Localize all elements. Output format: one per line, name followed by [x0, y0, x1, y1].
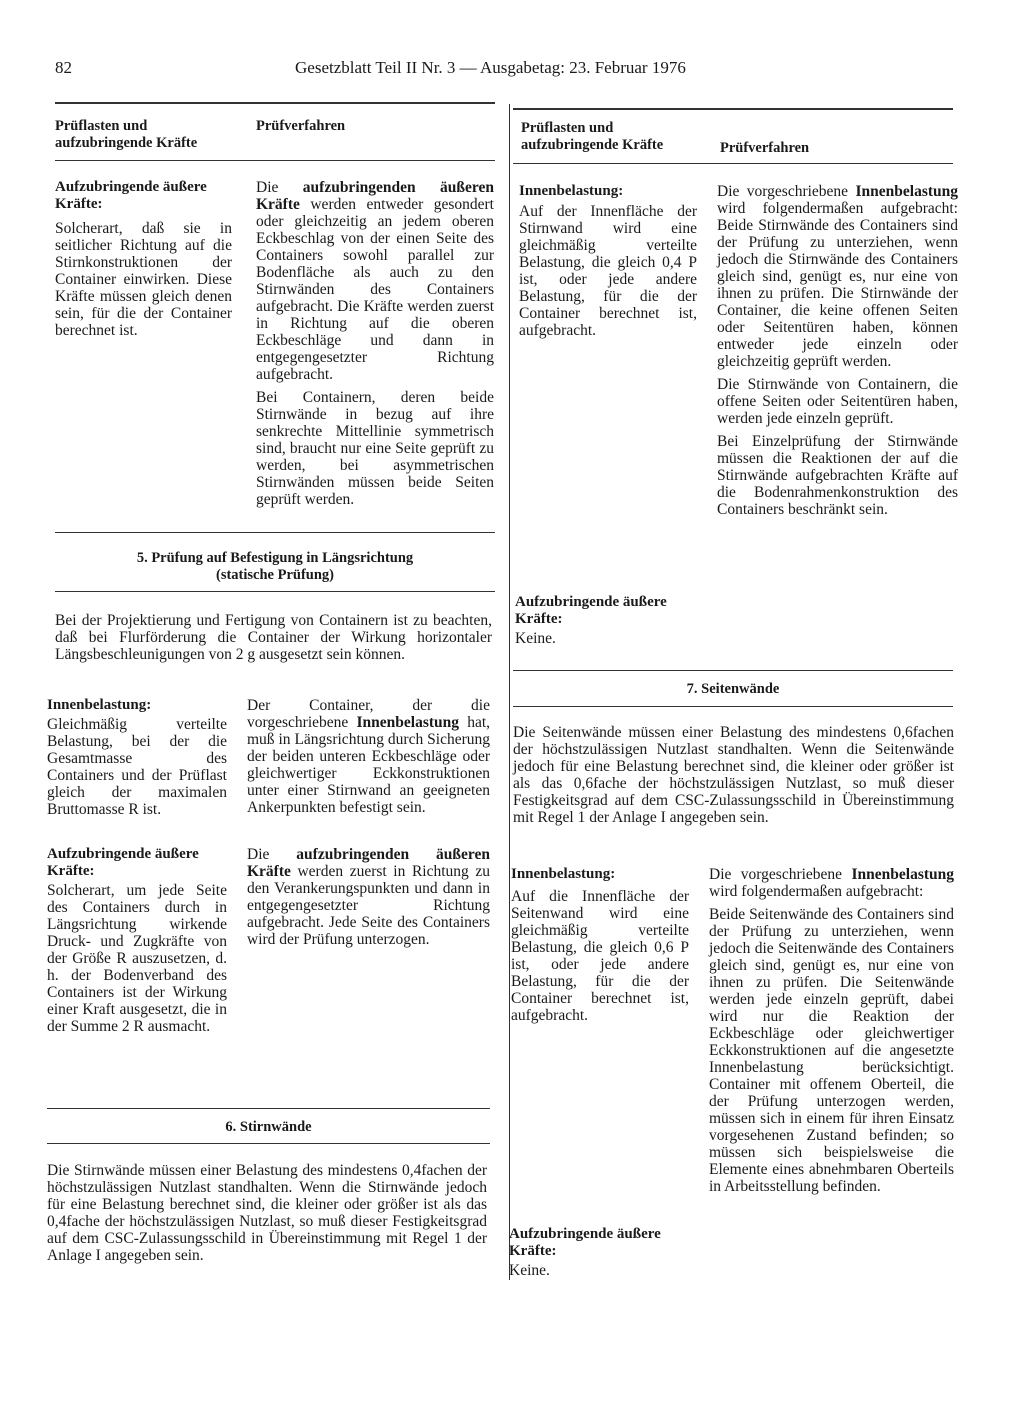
text-fragment: werden entweder gesondert oder gleichzeitig an jedem oberen Eckbeschlag von der einen Seite des Containers sowohl parallel zur Bodenfläche als auch zu den Stirnwänden des Containers aufgebracht. Die Kräfte werden zuerst in Richtung auf die oberen Eckbeschläge und dann in entgegengesetzter Richtung aufgebracht.: [256, 196, 494, 383]
section-6-text: Die Stirnwände müssen einer Belastung des mindestens 0,4fachen der höchstzulässigen Nutzlast standhalten. Wenn die Stirnwände jedoch für eine Belastung berechnet sind, die kleiner oder größer ist als das 0,4fache der höchstzulässigen Nutzlast, so muß dieser Festigkeitsgrad auf dem CSC-Zulassungsschild in Übereinstimmung mit Regel 1 der Anlage I angegeben sein.: [47, 1162, 487, 1264]
column-head-pruefverfahren: Prüfverfahren: [256, 118, 346, 134]
text-innenbelastung: Gleichmäßig verteilte Belastung, bei der die Gesamtmasse des Containers und der Prüflast gleich der maximalen Bruttomasse R ist.: [47, 716, 227, 818]
text-fragment: werden zuerst in Richtung zu den Verankerungspunkten und dann in entgegengesetzter Richtung aufgebracht. Jede Seite des Containers wird der Prüfung unterzogen.: [247, 863, 490, 948]
top-rule-left: [55, 102, 495, 104]
paragraph-beide-stirnwaende: Beide Stirnwände des Containers sind der Prüfung zu unterziehen, wenn jedoch die Stirnwände des Containers gleich sind, genügt es, nur eine von ihnen zu prüfen. Die Stirnwände der Container, die keine offenen Seiten oder Seitentüren haben, können entweder jede einzeln oder gleichzeitig geprüft werden.: [717, 217, 958, 370]
column-head-pruefverfahren: Prüfverfahren: [720, 140, 810, 156]
procedure-aeussere-kraefte: [247, 846, 490, 948]
procedure-innenbelastung: [717, 183, 958, 524]
section-5-intro: Bei der Projektierung und Fertigung von Containern ist zu beachten, daß bei Flurförderung die Container der Wirkung horizontaler Längsbeschleunigungen von 2 g ausgesetzt sein können.: [55, 612, 492, 663]
text-aeussere-kraefte: Keine.: [509, 1262, 550, 1279]
text-fragment: Die vorgeschriebene: [717, 183, 856, 200]
section-7-text: Die Seitenwände müssen einer Belastung des mindestens 0,6fachen der höchstzulässigen Nutzlast standhalten. Wenn die Seitenwände jedoch für eine Belastung berechnet sind, die kleiner oder größer ist als das 0,6fache der höchstzulässigen Nutzlast, so muß dieser Festigkeitsgrad auf dem CSC-Zulassungsschild in Übereinstimmung mit Regel 1 der Anlage I angegeben sein.: [513, 724, 954, 826]
column-divider: [509, 104, 510, 1280]
procedure-innenbelastung: [247, 697, 490, 816]
section-5-title-line2: (statische Prüfung): [215, 567, 334, 583]
section-rule: [513, 670, 953, 671]
head-rule-left: [55, 160, 495, 161]
text-fragment: hat, muß in Längsrichtung durch Sicherung der beiden unteren Eckbeschläge oder gleichwertiger Eckkonstruktionen unter einer Stirnwand an geeigneten Ankerpunkten befestigt sein.: [247, 714, 491, 816]
label-aeussere-kraefte: Aufzubringende äußere Kräfte:: [55, 179, 207, 212]
page-number: 82: [55, 58, 72, 77]
text-fragment: wird folgendermaßen aufgebracht:: [709, 883, 924, 900]
section-5-title-line1: 5. Prüfung auf Befestigung in Längsrichtung: [136, 550, 414, 566]
procedure-stirnwand-kraefte: [256, 179, 494, 514]
text-fragment: wird folgendermaßen aufgebracht:: [717, 200, 958, 217]
section-rule: [55, 591, 495, 592]
paragraph-einzelpruefung: Bei Einzelprüfung der Stirnwände müssen die Reaktionen der auf die Stirnwände aufgebrachten Kräfte auf die Bodenrahmenkonstruktion des Containers beschränkt sein.: [717, 433, 958, 518]
column-head-prueflasten: Prüflasten und aufzubringende Kräfte: [521, 120, 664, 153]
bold-term: Innenbelastung: [851, 866, 954, 883]
section-rule: [513, 706, 953, 707]
bold-term: aufzubringenden äußeren Kräfte: [247, 846, 490, 880]
label-innenbelastung: Innenbelastung:: [47, 697, 152, 713]
top-rule-right: [513, 108, 953, 110]
section-7-title: 7. Seitenwände: [686, 681, 780, 697]
text-fragment: Die: [256, 179, 303, 196]
section-rule: [47, 1108, 490, 1109]
section-6-title: 6. Stirnwände: [225, 1119, 312, 1135]
text-fragment: Der Container, der die vorgeschriebene: [247, 697, 490, 731]
procedure-seitenwaende: [709, 866, 954, 1201]
paragraph-beide-seitenwaende: Beide Seitenwände des Containers sind der Prüfung zu unterziehen, wenn jedoch die Seitenwände des Containers gleich sind, genügt es, nur eine von ihnen zu prüfen. Die Seitenwände werden jede einzeln geprüft, dabei wird nur die Reaktion der Eckbeschläge oder gleichwertiger Eckkonstruktionen auf die angesetzte Innenbelastung berücksichtigt. Container mit offenem Oberteil, die der Prüfung unterzogen werden, müssen sich in einem für ihren Einsatz vorgesehenen Zustand befinden; so müssen sich beispielsweise die Elemente eines abnehmbaren Oberteils in Arbeitsstellung befinden.: [709, 906, 954, 1195]
label-innenbelastung: Innenbelastung:: [519, 183, 624, 199]
text-aeussere-kraefte: Keine.: [515, 630, 556, 647]
label-aeussere-kraefte: Aufzubringende äußere Kräfte:: [509, 1226, 661, 1259]
text-aeussere-kraefte: Solcherart, daß sie in seitlicher Richtung auf die Stirnkonstruktionen der Container einwirken. Diese Kräfte müssen gleich denen sein, für die der Container berechnet ist.: [55, 220, 232, 339]
section-rule: [55, 532, 495, 533]
label-aeussere-kraefte: Aufzubringende äußere Kräfte:: [515, 594, 667, 627]
section-5-title: [55, 550, 495, 584]
section-rule: [47, 1143, 490, 1144]
paragraph-offene-seiten: Die Stirnwände von Containern, die offene Seiten oder Seitentüren haben, werden jede einzeln geprüft.: [717, 376, 958, 427]
text-fragment: Die vorgeschriebene: [709, 866, 852, 883]
bold-term: aufzubringenden äußeren Kräfte: [256, 179, 494, 213]
text-innenbelastung: Auf die Innenfläche der Seitenwand wird eine gleichmäßig verteilte Belastung, die gleich 0,6 P ist, oder jede andere Belastung, für die der Container berechnet ist, aufgebracht.: [511, 888, 689, 1024]
text-aeussere-kraefte: Solcherart, um jede Seite des Containers durch in Längsrichtung wirkende Druck- und Zugkräfte von der Größe R auszusetzen, d. h. der Bodenverband des Containers ist der Wirkung einer Kraft ausgesetzt, die in der Summe 2 R ausmacht.: [47, 882, 227, 1035]
bold-term: Innenbelastung: [855, 183, 958, 200]
text-innenbelastung: Auf der Innenfläche der Stirnwand wird eine gleichmäßig verteilte Belastung, die gleich 0,4 P ist, oder jede andere Belastung, für die der Container berechnet ist, aufgebracht.: [519, 203, 697, 339]
text-fragment: Die: [247, 846, 297, 863]
column-head-prueflasten: Prüflasten und aufzubringende Kräfte: [55, 118, 198, 151]
page-header: Gesetzblatt Teil II Nr. 3 — Ausgabetag: 23. Februar 1976: [295, 58, 686, 77]
label-aeussere-kraefte: Aufzubringende äußere Kräfte:: [47, 846, 199, 879]
head-rule-right: [513, 163, 953, 164]
label-innenbelastung: Innenbelastung:: [511, 866, 616, 882]
bold-term: Innenbelastung: [356, 714, 459, 731]
paragraph-symmetrie: Bei Containern, deren beide Stirnwände in bezug auf ihre senkrechte Mittellinie symmetrisch sind, braucht nur eine Seite geprüft zu werden, bei asymmetrischen Stirnwänden müssen beide Seiten geprüft werden.: [256, 389, 494, 508]
